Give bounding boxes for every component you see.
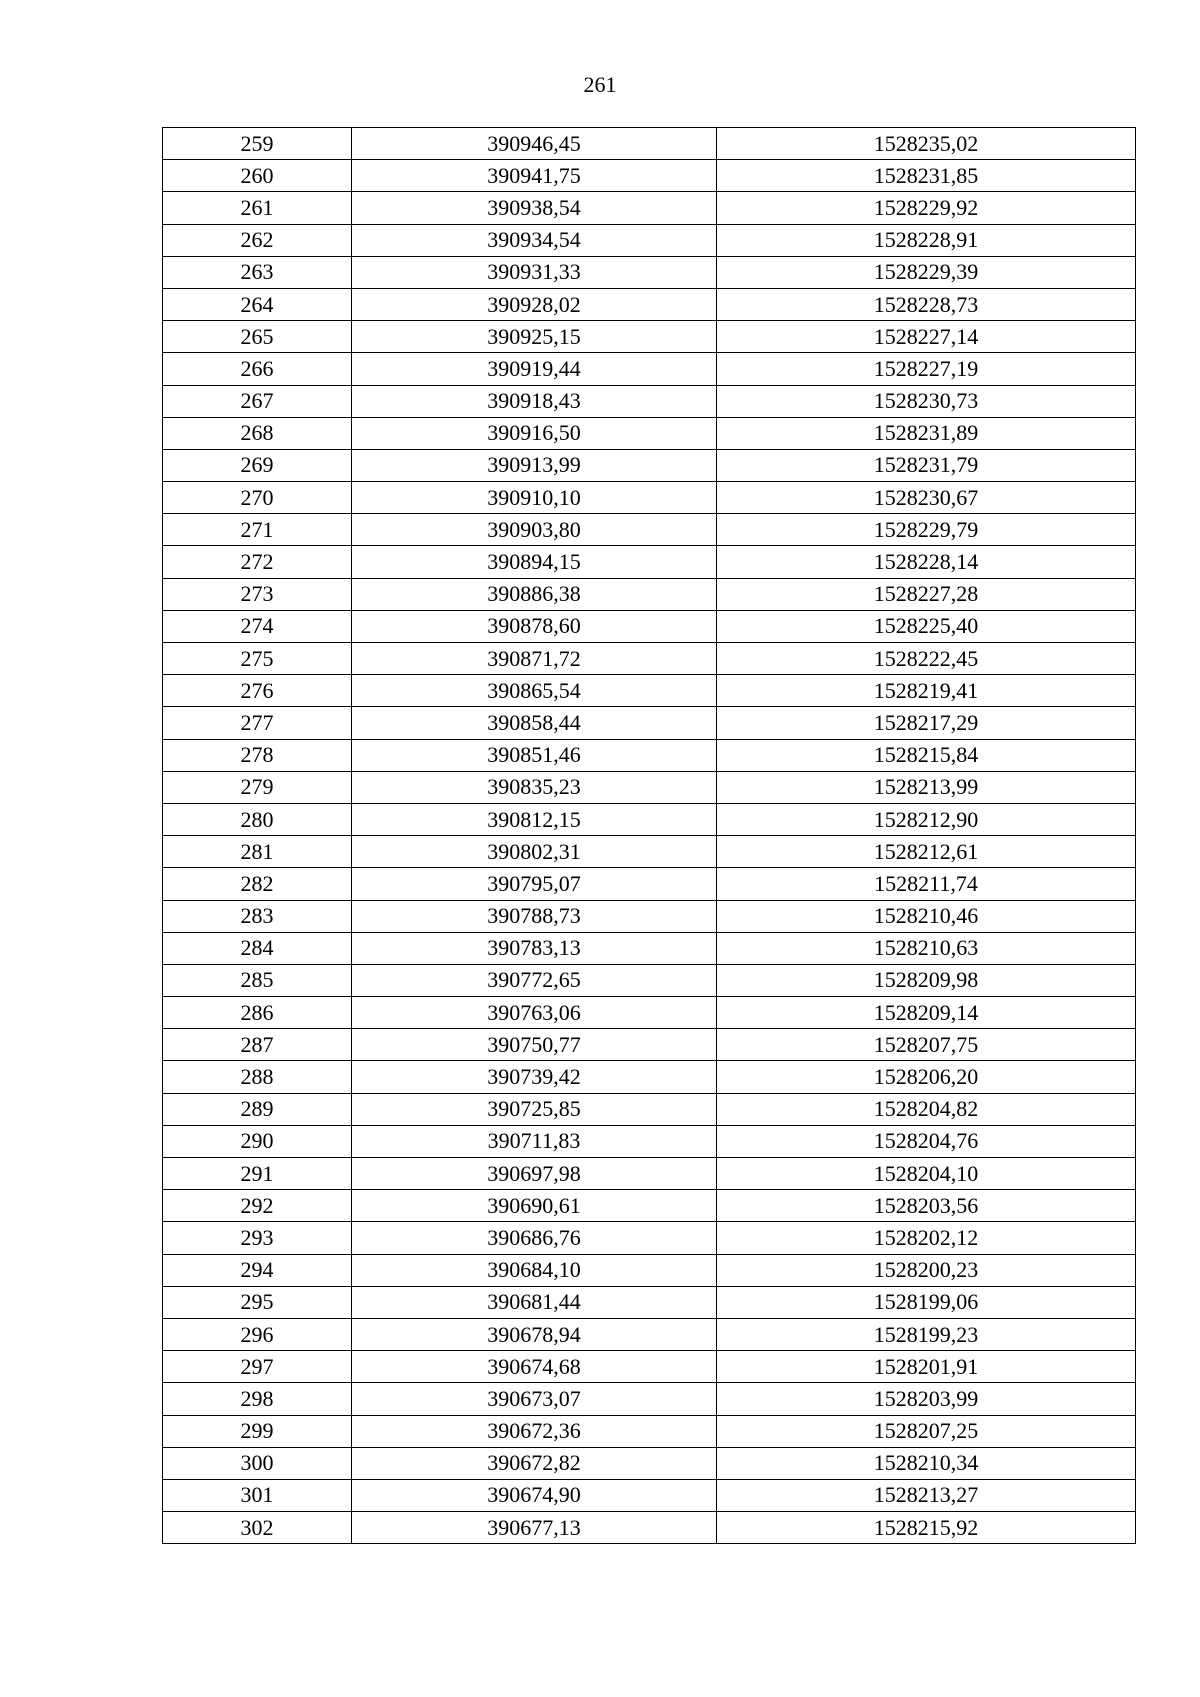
point-number-cell: 299 [163,1415,352,1447]
y-coordinate-cell: 1528231,85 [717,160,1136,192]
y-coordinate-cell: 1528203,56 [717,1190,1136,1222]
table-row [163,1125,1136,1157]
table-row [163,997,1136,1029]
x-coordinate-cell: 390931,33 [352,256,717,288]
point-number-cell: 291 [163,1158,352,1190]
y-coordinate-cell: 1528229,79 [717,514,1136,546]
table-row [163,964,1136,996]
table-row [163,514,1136,546]
x-coordinate-cell: 390903,80 [352,514,717,546]
coordinates-table-body [163,128,1136,1544]
y-coordinate-cell: 1528211,74 [717,868,1136,900]
x-coordinate-cell: 390871,72 [352,643,717,675]
point-number-cell: 277 [163,707,352,739]
point-number-cell: 288 [163,1061,352,1093]
table-row [163,417,1136,449]
point-number-cell: 302 [163,1512,352,1544]
y-coordinate-cell: 1528207,25 [717,1415,1136,1447]
point-number-cell: 282 [163,868,352,900]
point-number-cell: 286 [163,997,352,1029]
x-coordinate-cell: 390672,36 [352,1415,717,1447]
x-coordinate-cell: 390865,54 [352,675,717,707]
x-coordinate-cell: 390750,77 [352,1029,717,1061]
table-row [163,932,1136,964]
table-row [163,610,1136,642]
point-number-cell: 289 [163,1093,352,1125]
table-row [163,578,1136,610]
table-row [163,803,1136,835]
table-row [163,1512,1136,1544]
table-row [163,675,1136,707]
y-coordinate-cell: 1528207,75 [717,1029,1136,1061]
point-number-cell: 298 [163,1383,352,1415]
table-row [163,385,1136,417]
y-coordinate-cell: 1528204,76 [717,1125,1136,1157]
table-row [163,1286,1136,1318]
table-row [163,192,1136,224]
y-coordinate-cell: 1528213,99 [717,771,1136,803]
table-row [163,160,1136,192]
point-number-cell: 295 [163,1286,352,1318]
x-coordinate-cell: 390925,15 [352,321,717,353]
y-coordinate-cell: 1528210,34 [717,1447,1136,1479]
y-coordinate-cell: 1528231,79 [717,449,1136,481]
x-coordinate-cell: 390918,43 [352,385,717,417]
x-coordinate-cell: 390919,44 [352,353,717,385]
x-coordinate-cell: 390772,65 [352,964,717,996]
y-coordinate-cell: 1528212,61 [717,836,1136,868]
table-row [163,1383,1136,1415]
table-row [163,900,1136,932]
x-coordinate-cell: 390934,54 [352,224,717,256]
point-number-cell: 267 [163,385,352,417]
y-coordinate-cell: 1528228,73 [717,288,1136,320]
table-row [163,771,1136,803]
x-coordinate-cell: 390812,15 [352,803,717,835]
table-row [163,1222,1136,1254]
x-coordinate-cell: 390681,44 [352,1286,717,1318]
point-number-cell: 287 [163,1029,352,1061]
point-number-cell: 279 [163,771,352,803]
y-coordinate-cell: 1528219,41 [717,675,1136,707]
point-number-cell: 264 [163,288,352,320]
x-coordinate-cell: 390858,44 [352,707,717,739]
y-coordinate-cell: 1528209,98 [717,964,1136,996]
table-row [163,1351,1136,1383]
point-number-cell: 301 [163,1479,352,1511]
point-number-cell: 259 [163,128,352,160]
table-row [163,1190,1136,1222]
x-coordinate-cell: 390697,98 [352,1158,717,1190]
y-coordinate-cell: 1528222,45 [717,643,1136,675]
y-coordinate-cell: 1528235,02 [717,128,1136,160]
y-coordinate-cell: 1528200,23 [717,1254,1136,1286]
table-row [163,224,1136,256]
table-row [163,1061,1136,1093]
y-coordinate-cell: 1528213,27 [717,1479,1136,1511]
x-coordinate-cell: 390673,07 [352,1383,717,1415]
point-number-cell: 297 [163,1351,352,1383]
point-number-cell: 280 [163,803,352,835]
point-number-cell: 268 [163,417,352,449]
table-row [163,868,1136,900]
y-coordinate-cell: 1528227,19 [717,353,1136,385]
y-coordinate-cell: 1528199,23 [717,1318,1136,1350]
y-coordinate-cell: 1528203,99 [717,1383,1136,1415]
point-number-cell: 270 [163,482,352,514]
x-coordinate-cell: 390946,45 [352,128,717,160]
point-number-cell: 269 [163,449,352,481]
x-coordinate-cell: 390686,76 [352,1222,717,1254]
point-number-cell: 278 [163,739,352,771]
table-row [163,1158,1136,1190]
table-row [163,707,1136,739]
point-number-cell: 283 [163,900,352,932]
y-coordinate-cell: 1528229,92 [717,192,1136,224]
y-coordinate-cell: 1528228,91 [717,224,1136,256]
y-coordinate-cell: 1528215,92 [717,1512,1136,1544]
table-row [163,321,1136,353]
point-number-cell: 285 [163,964,352,996]
x-coordinate-cell: 390894,15 [352,546,717,578]
table-row [163,128,1136,160]
point-number-cell: 265 [163,321,352,353]
point-number-cell: 296 [163,1318,352,1350]
y-coordinate-cell: 1528212,90 [717,803,1136,835]
y-coordinate-cell: 1528230,73 [717,385,1136,417]
y-coordinate-cell: 1528229,39 [717,256,1136,288]
point-number-cell: 262 [163,224,352,256]
point-number-cell: 272 [163,546,352,578]
y-coordinate-cell: 1528206,20 [717,1061,1136,1093]
point-number-cell: 284 [163,932,352,964]
table-row [163,1318,1136,1350]
point-number-cell: 271 [163,514,352,546]
table-row [163,1254,1136,1286]
coordinates-table [162,127,1136,1544]
point-number-cell: 266 [163,353,352,385]
x-coordinate-cell: 390886,38 [352,578,717,610]
x-coordinate-cell: 390684,10 [352,1254,717,1286]
x-coordinate-cell: 390878,60 [352,610,717,642]
table-row [163,353,1136,385]
point-number-cell: 293 [163,1222,352,1254]
point-number-cell: 260 [163,160,352,192]
x-coordinate-cell: 390910,10 [352,482,717,514]
y-coordinate-cell: 1528199,06 [717,1286,1136,1318]
y-coordinate-cell: 1528227,28 [717,578,1136,610]
x-coordinate-cell: 390916,50 [352,417,717,449]
table-row [163,256,1136,288]
table-row [163,643,1136,675]
x-coordinate-cell: 390677,13 [352,1512,717,1544]
point-number-cell: 292 [163,1190,352,1222]
x-coordinate-cell: 390674,68 [352,1351,717,1383]
x-coordinate-cell: 390690,61 [352,1190,717,1222]
x-coordinate-cell: 390941,75 [352,160,717,192]
y-coordinate-cell: 1528231,89 [717,417,1136,449]
y-coordinate-cell: 1528227,14 [717,321,1136,353]
y-coordinate-cell: 1528228,14 [717,546,1136,578]
x-coordinate-cell: 390674,90 [352,1479,717,1511]
point-number-cell: 263 [163,256,352,288]
page-number: 261 [583,72,617,97]
x-coordinate-cell: 390763,06 [352,997,717,1029]
point-number-cell: 275 [163,643,352,675]
y-coordinate-cell: 1528201,91 [717,1351,1136,1383]
x-coordinate-cell: 390851,46 [352,739,717,771]
y-coordinate-cell: 1528225,40 [717,610,1136,642]
x-coordinate-cell: 390802,31 [352,836,717,868]
x-coordinate-cell: 390678,94 [352,1318,717,1350]
table-row [163,1447,1136,1479]
point-number-cell: 300 [163,1447,352,1479]
y-coordinate-cell: 1528209,14 [717,997,1136,1029]
table-row [163,482,1136,514]
point-number-cell: 273 [163,578,352,610]
point-number-cell: 276 [163,675,352,707]
point-number-cell: 274 [163,610,352,642]
table-row [163,288,1136,320]
table-row [163,449,1136,481]
x-coordinate-cell: 390783,13 [352,932,717,964]
x-coordinate-cell: 390739,42 [352,1061,717,1093]
x-coordinate-cell: 390725,85 [352,1093,717,1125]
y-coordinate-cell: 1528217,29 [717,707,1136,739]
x-coordinate-cell: 390711,83 [352,1125,717,1157]
point-number-cell: 261 [163,192,352,224]
table-row [163,1029,1136,1061]
y-coordinate-cell: 1528215,84 [717,739,1136,771]
x-coordinate-cell: 390788,73 [352,900,717,932]
x-coordinate-cell: 390795,07 [352,868,717,900]
x-coordinate-cell: 390928,02 [352,288,717,320]
point-number-cell: 281 [163,836,352,868]
point-number-cell: 294 [163,1254,352,1286]
table-row [163,739,1136,771]
y-coordinate-cell: 1528204,82 [717,1093,1136,1125]
x-coordinate-cell: 390672,82 [352,1447,717,1479]
table-row [163,546,1136,578]
point-number-cell: 290 [163,1125,352,1157]
y-coordinate-cell: 1528202,12 [717,1222,1136,1254]
x-coordinate-cell: 390835,23 [352,771,717,803]
table-row [163,1415,1136,1447]
y-coordinate-cell: 1528210,46 [717,900,1136,932]
table-row [163,836,1136,868]
x-coordinate-cell: 390913,99 [352,449,717,481]
table-row [163,1479,1136,1511]
y-coordinate-cell: 1528230,67 [717,482,1136,514]
y-coordinate-cell: 1528204,10 [717,1158,1136,1190]
x-coordinate-cell: 390938,54 [352,192,717,224]
table-row [163,1093,1136,1125]
y-coordinate-cell: 1528210,63 [717,932,1136,964]
